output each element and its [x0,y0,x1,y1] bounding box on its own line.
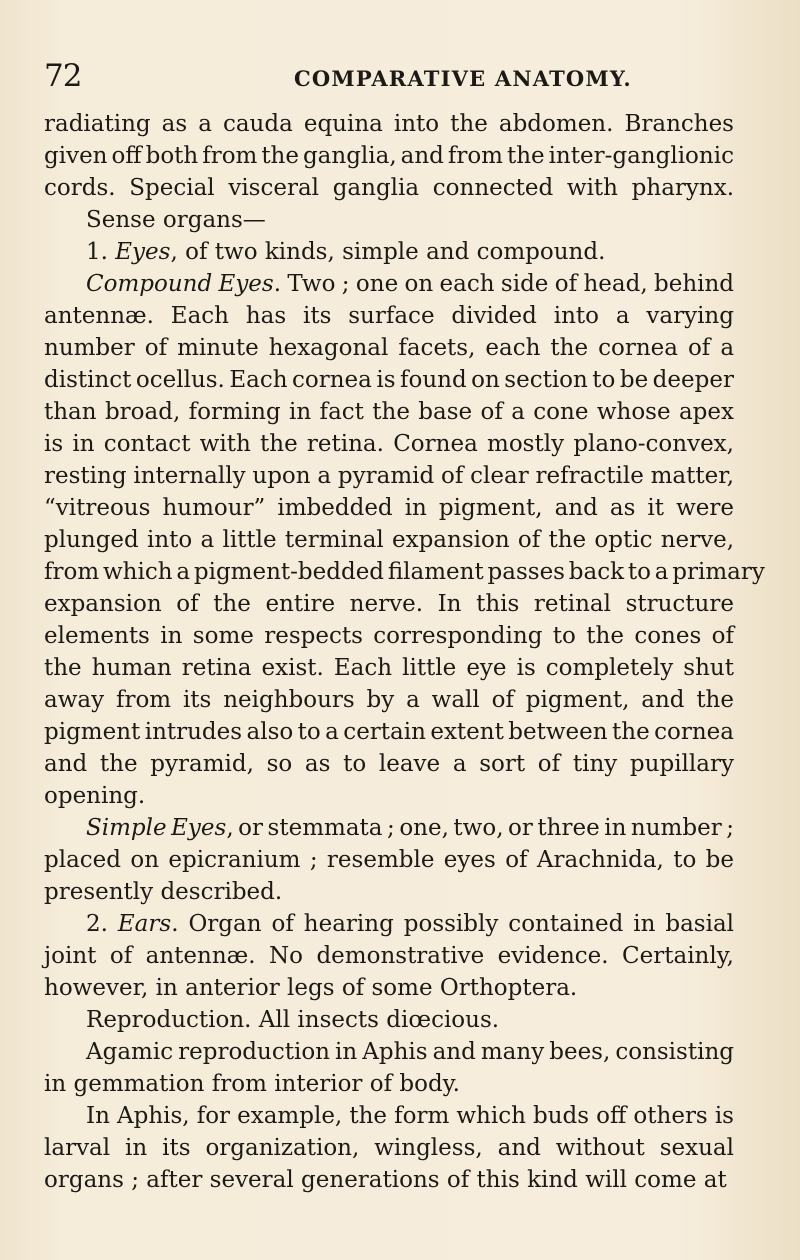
italic-term: Eyes [115,239,171,265]
text-segment: resting internally upon a pyramid of clear refractile matter, [44,463,735,489]
text-segment: given off both from the ganglia, and from the inter-ganglionic [44,143,734,169]
text-segment: expansion of the entire nerve. In this retinal structure [44,591,734,617]
text-segment: , of two kinds, simple and compound. [170,239,606,265]
text-segment: the human retina exist. Each little eye is completely shut [44,655,734,681]
body-text [44,108,765,1196]
text-segment: larval in its organization, wingless, and without sexual [44,1135,734,1161]
text-segment: plunged into a little terminal expansion of the optic nerve, [44,527,735,553]
text-line [44,236,734,268]
text-segment: , or stemmata ; one, two, or three in number ; [226,815,734,841]
text-segment: distinct ocellus. Each cornea is found on section to be deeper [44,367,734,393]
text-segment: placed on epicranium ; resemble eyes of Arachnida, to be [44,847,734,873]
text-line [44,684,734,716]
text-line [44,172,734,204]
text-line [44,428,734,460]
text-segment: presently described. [44,879,283,905]
text-line [44,908,734,940]
text-segment: number of minute hexagonal facets, each the cornea of a [44,335,735,361]
italic-term: Ears [117,911,172,937]
text-segment: 1. [86,239,116,265]
text-segment: Agamic reproduction in Aphis and many bees, consisting [86,1039,734,1065]
text-line [44,652,734,684]
text-segment: organs ; after several generations of this kind will come at [44,1167,727,1193]
text-segment: away from its neighbours by a wall of pigment, and the [44,687,734,713]
text-segment: pigment intrudes also to a certain extent between the cornea [44,719,734,745]
italic-term: Simple Eyes [86,815,227,841]
text-segment: cords. Special visceral ganglia connected with pharynx. [44,175,735,201]
text-segment: radiating as a cauda equina into the abdomen. Branches [44,111,734,137]
text-line [44,716,734,748]
text-segment: than broad, forming in fact the base of a cone whose apex [44,399,734,425]
page-number: 72 [44,58,82,94]
text-segment: . Two ; one on each side of head, behind [273,271,735,297]
text-line [44,364,734,396]
text-line [44,1068,734,1100]
text-line [44,780,734,812]
text-line [44,1100,734,1132]
text-segment: In Aphis, for example, the form which buds off others is [86,1103,734,1129]
text-line [44,524,734,556]
italic-term: Compound Eyes [86,271,274,297]
text-line [44,844,734,876]
text-line [44,300,734,332]
text-line [44,1132,734,1164]
text-line [44,1164,734,1196]
text-segment: . Organ of hearing possibly contained in basial [171,911,735,937]
text-segment: in gemmation from interior of body. [44,1071,460,1097]
page-header [44,58,704,98]
text-line [44,812,734,844]
text-line [44,748,734,780]
text-segment: from which a pigment-bedded filament passes back to a primary [44,559,765,585]
text-line [44,332,734,364]
text-segment: Sense organs— [86,207,266,233]
text-segment: elements in some respects corresponding to the cones of [44,623,735,649]
text-line [44,940,734,972]
text-line [44,396,734,428]
text-line [44,204,734,236]
text-line [44,1004,734,1036]
text-line [44,108,734,140]
text-segment: and the pyramid, so as to leave a sort of tiny pupillary [44,751,734,777]
text-segment: is in contact with the retina. Cornea mostly plano-convex, [44,431,734,457]
text-segment: 2. [86,911,118,937]
text-line [44,1036,734,1068]
text-line [44,972,734,1004]
text-line [44,588,734,620]
text-line [44,140,734,172]
text-line [44,268,734,300]
text-line [44,460,734,492]
text-segment: opening. [44,783,146,809]
text-segment: joint of antennæ. No demonstrative evidence. Certainly, [44,943,734,969]
text-line [44,556,765,588]
text-segment: “vitreous humour” imbedded in pigment, and as it were [44,495,734,521]
text-segment: antennæ. Each has its surface divided into a varying [44,303,734,329]
text-line [44,876,734,908]
running-title: COMPARATIVE ANATOMY. [294,66,632,91]
text-segment: however, in anterior legs of some Orthoptera. [44,975,578,1001]
text-line [44,492,734,524]
text-line [44,620,734,652]
text-segment: Reproduction. All insects diœcious. [86,1007,500,1033]
